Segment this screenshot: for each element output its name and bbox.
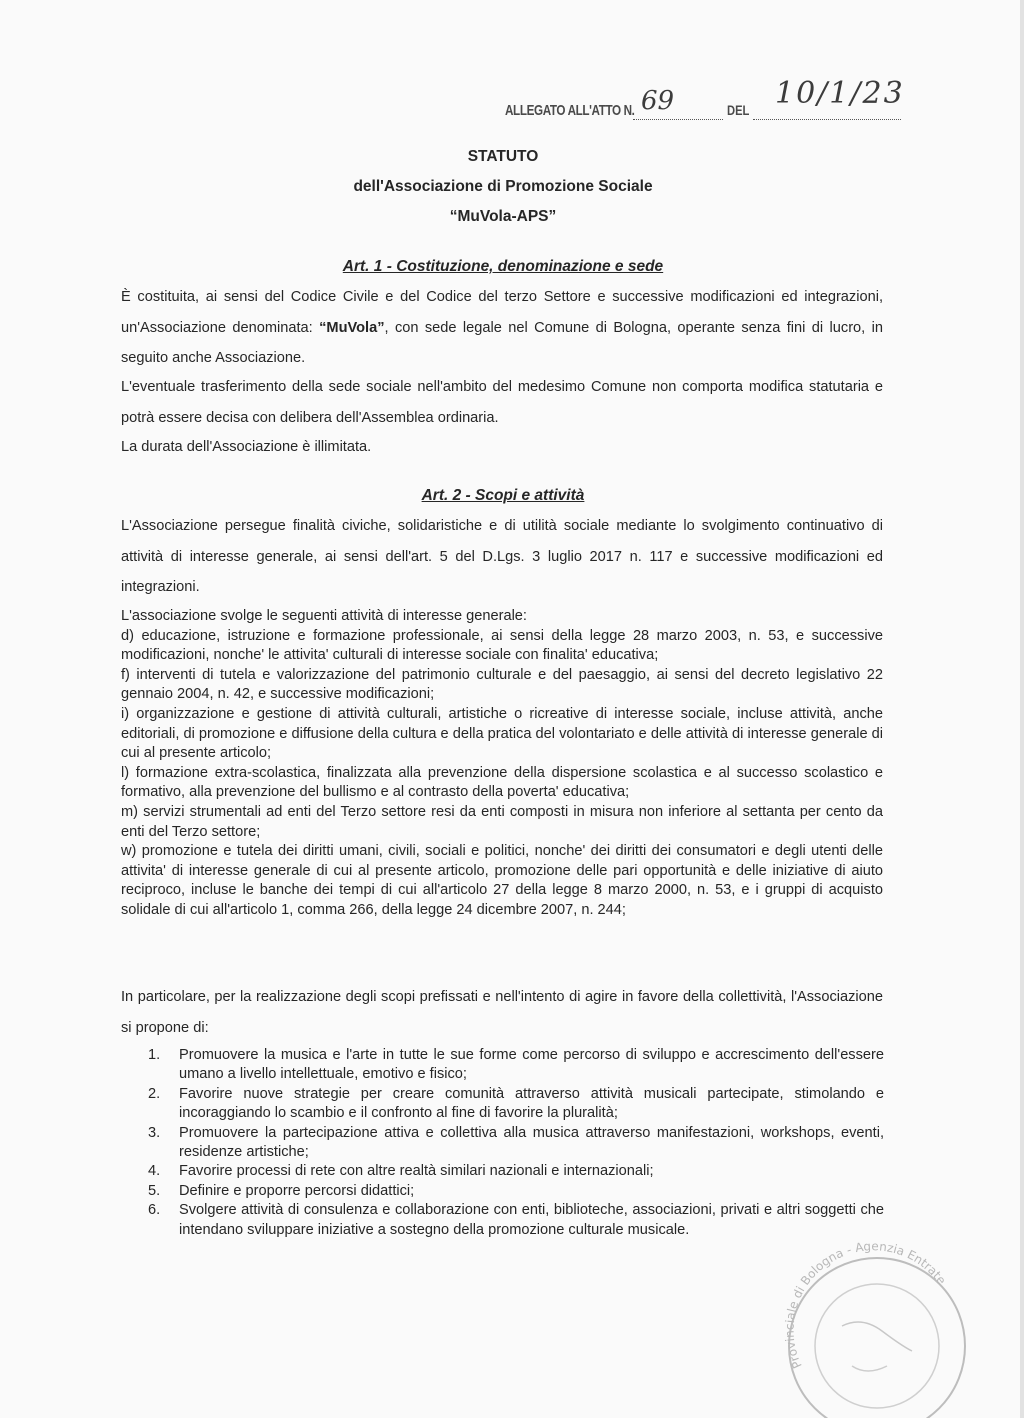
list-text: Definire e proporre percorsi didattici; [179, 1182, 415, 1199]
date-dotline [753, 119, 901, 120]
stamp-del-label: DEL [727, 102, 750, 118]
art2-title: Art. 2 - Scopi e attività [421, 487, 585, 504]
doc-title: STATUTO [467, 148, 539, 165]
art2-paragraph-1: L'Associazione persegue finalità civiche, solidaristiche e di utilità sociale mediante lo svolgimento continuativo di attività di interesse generale, ai sensi dell'art. 5 del D.Lgs. 3 luglio 2017 n. 117 e successive modificazioni ed integrazioni. [121, 518, 883, 595]
attachment-stamp [505, 76, 910, 128]
list-number: 1. [148, 1047, 161, 1063]
activity-item: d) educazione, istruzione e formazione professionale, ai sensi della legge 28 marzo 2003, n. 53, e successive modificazioni, nonche' le attivita' culturali di interesse sociale con finalita' educativa; [121, 627, 883, 664]
goals-list [148, 1046, 884, 1240]
list-number: 5. [148, 1182, 161, 1199]
list-item [148, 1124, 884, 1163]
art1-paragraph-1 [121, 282, 883, 374]
list-text: Favorire nuove strategie per creare comunità attraverso attività musicali partecipate, stimolando e incoraggiando lo scambio e il confronto al fine di favorire la pluralità; [179, 1085, 884, 1122]
handwritten-date: 10/1/23 [775, 76, 905, 111]
art1-p1-end: , con sede legale nel Comune di Bologna, operante senza fini di lucro, in seguito anche Associazione. [121, 319, 883, 366]
activities-intro: L'associazione svolge le seguenti attività di interesse generale: [121, 608, 527, 624]
official-seal-icon [772, 1236, 972, 1418]
list-number: 6. [148, 1202, 161, 1219]
list-item [148, 1201, 884, 1240]
activity-item: m) servizi strumentali ad enti del Terzo settore resi da enti composti in misura non inferiore al settanta per cento da enti del Terzo settore; [121, 803, 883, 840]
art1-p1-bold: “MuVola” [319, 319, 385, 336]
list-number: 4. [148, 1163, 161, 1180]
list-item [148, 1162, 884, 1181]
list-number: 3. [148, 1124, 161, 1141]
list-item [148, 1182, 884, 1201]
art2-paragraph-2: In particolare, per la realizzazione degli scopi prefissati e nell'intento di agire in favore della collettività, l'Associazione si propone di: [121, 989, 883, 1036]
activities-block [121, 607, 883, 921]
list-text: Promuovere la musica e l'arte in tutte le sue forme come percorso di sviluppo e accrescimento dell'essere umano a livello intellettuale, emotivo e fisico; [179, 1047, 884, 1083]
handwritten-number: 69 [641, 86, 675, 116]
list-text: Favorire processi di rete con altre realtà similari nazionali e internazionali; [179, 1163, 654, 1180]
list-item [148, 1046, 884, 1085]
list-text: Promuovere la partecipazione attiva e collettiva alla musica attraverso manifestazioni, workshops, eventi, residenze artistiche; [179, 1124, 884, 1161]
art1-paragraph-3: La durata dell'Associazione è illimitata. [121, 439, 372, 455]
stamp-label: ALLEGATO ALL'ATTO N. [505, 102, 635, 119]
art1-paragraph-2: L'eventuale trasferimento della sede sociale nell'ambito del medesimo Comune non comporta modifica statutaria e potrà essere decisa con delibera dell'Assemblea ordinaria. [121, 379, 883, 426]
page-edge [1020, 0, 1024, 1418]
list-item [148, 1085, 884, 1124]
doc-subtitle: dell'Associazione di Promozione Sociale [353, 178, 653, 195]
activity-item: i) organizzazione e gestione di attività culturali, artistiche o ricreative di interesse sociale, incluse attività, anche editoriali, di promozione e diffusione della cultura e della pratica del volontariato e delle attività di interesse generale di cui al presente articolo; [121, 705, 883, 762]
activity-item: l) formazione extra-scolastica, finalizzata alla prevenzione della dispersione scolastica e al successo scolastico e formativo, alla prevenzione del bullismo e al contrasto della poverta' educativa; [121, 764, 883, 801]
art1-title: Art. 1 - Costituzione, denominazione e sede [342, 258, 664, 275]
number-dotline [633, 119, 723, 120]
association-name: “MuVola-APS” [449, 208, 557, 225]
list-text: Svolgere attività di consulenza e collaborazione con enti, biblioteche, associazioni, privati e altri soggetti che intendano sviluppare iniziative a sostegno della promozione culturale musicale. [179, 1202, 884, 1238]
activity-item: w) promozione e tutela dei diritti umani, civili, sociali e politici, nonche' dei diritti dei consumatori e degli utenti delle attivita' di interesse generale di cui al presente articolo, promozione delle pari opportunità e delle iniziative di aiuto reciproco, incluse le banche dei tempi di cui all'articolo 27 della legge 8 marzo 2000, n. 53, e i gruppi di acquisto solidale di cui all'articolo 1, comma 266, della legge 24 dicembre 2007, n. 244; [121, 843, 883, 918]
list-number: 2. [148, 1085, 161, 1102]
art1-p1-start: È costituita, ai sensi del Codice Civile e del Codice del terzo Settore e successive modificazioni ed integrazioni, un'Associazione denominata: [121, 289, 883, 336]
seal-text: Provinciale di Bologna - Agenzia Entrate [782, 1239, 949, 1371]
activity-item: f) interventi di tutela e valorizzazione del patrimonio culturale e del paesaggio, ai sensi del decreto legislativo 22 gennaio 2004, n. 42, e successive modificazioni; [121, 666, 883, 703]
